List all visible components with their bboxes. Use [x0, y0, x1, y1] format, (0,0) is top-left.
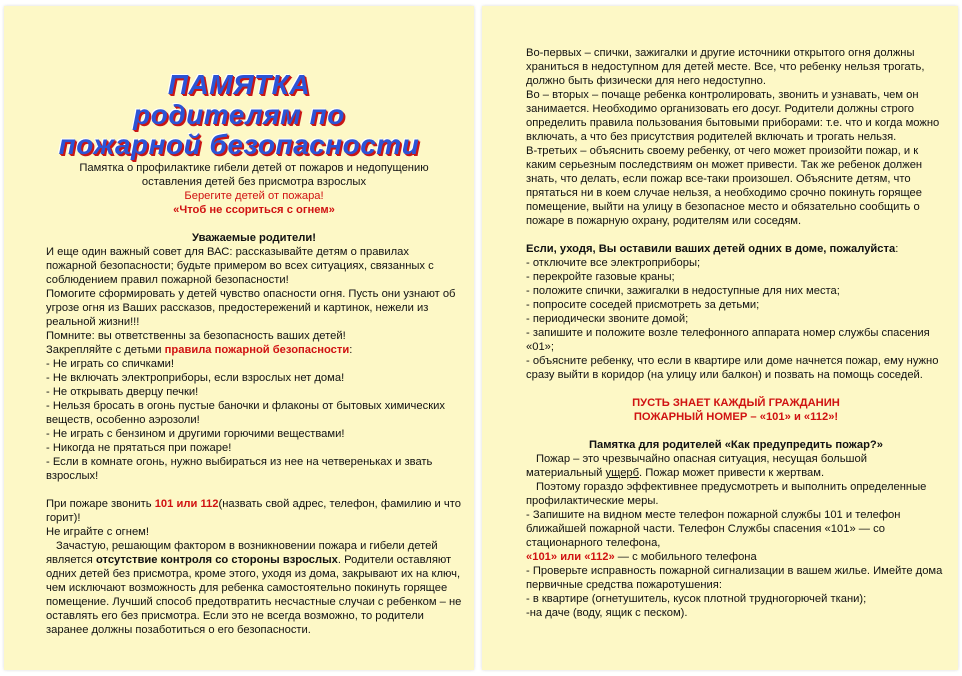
greeting: Уважаемые родители! — [192, 232, 316, 244]
memo-para-6: - в квартире (огнетушитель, кусок плотной трудногорючей ткани); — [526, 593, 867, 605]
memo-para-7: -на даче (воду, ящик с песком). — [526, 607, 688, 619]
left-page — [4, 6, 474, 670]
title-line-3: пожарной безопасности — [58, 129, 420, 160]
leave-item: - положите спички, зажигалки в недоступные для них места; — [526, 285, 840, 297]
rule-item: - Не играть с бензином и другими горючими веществами! — [46, 428, 345, 440]
intro-line-2: оставления детей без присмотра взрослых — [141, 176, 367, 188]
slogan-1: Берегите детей от пожара! — [184, 190, 324, 202]
leave-item: - объясните ребенку, что если в квартире или доме начнется пожар, ему нужно сразу выйти в коридор (на улицу или балкон) и позвать на помощь соседей. — [526, 355, 939, 381]
leave-heading: Если, уходя, Вы оставили ваших детей одних в доме, пожалуйста: — [526, 243, 899, 255]
memo-para-2: Поэтому гораздо эффективнее предусмотреть и выполнить определенные профилактические меры. — [526, 481, 927, 507]
left-content — [46, 161, 462, 637]
rules-highlight: правила пожарной безопасности — [164, 344, 350, 356]
leave-item: - попросите соседей присмотреть за детьми; — [526, 299, 760, 311]
rule-item: - Нельзя бросать в огонь пустые баночки и флаконы от бытовых химических веществ, особенно аэрозоли! — [46, 400, 445, 426]
red-slogan-1: ПУСТЬ ЗНАЕТ КАЖДЫЙ ГРАЖДАНИН — [632, 397, 840, 409]
para-1: И еще один важный совет для ВАС: рассказывайте детям о правилах пожарной безопасности; будьте примером во всех ситуациях, связанных с соблюдением правил пожарной безопасности! — [46, 246, 434, 286]
memo-title: Памятка для родителей «Как предупредить пожар?» — [589, 439, 883, 451]
leave-item: - запишите и положите возле телефонного аппарата номер службы спасения «01»; — [526, 327, 930, 353]
mobile-numbers: «101» или «112» — [526, 551, 615, 563]
final-highlight: отсутствие контроля со стороны взрослых — [95, 554, 338, 566]
leave-item: - отключите все электроприборы; — [526, 257, 701, 269]
rule-item: - Никогда не прятаться при пожаре! — [46, 442, 232, 454]
right-para-1: Во-первых – спички, зажигалки и другие источники открытого огня должны храниться в недоступном для детей месте. Все, что ребенку нельзя трогать, должно быть физически для него недоступно. — [526, 47, 925, 87]
title-line-1: ПАМЯТКА — [167, 69, 311, 100]
intro-line-1: Памятка о профилактике гибели детей от пожаров и недопущению — [79, 162, 429, 174]
right-para-3: В-третьих – объяснить своему ребенку, от чего может произойти пожар, и к каким серьезным последствиям он может привести. Так же ребенок должен знать, что делать, если пожар все-таки произошел. Объясните детям, что прятаться ни в коем случае нельзя, а необходимо срочно покинуть горящее помещение, выйти на улицу в безопасное место и обязательно сообщить о пожаре в пожарную охрану, родителям или соседям. — [526, 145, 923, 227]
red-slogan-2: ПОЖАРНЫЙ НОМЕР – «101» и «112»! — [633, 411, 839, 423]
call-line: При пожаре звонить 101 или 112(назвать свой адрес, телефон, фамилию и что горит)! — [46, 498, 461, 524]
para-3: Помните: вы ответственны за безопасность ваших детей! — [46, 330, 346, 342]
leave-item: - перекройте газовые краны; — [526, 271, 675, 283]
rule-item: - Не включать электроприборы, если взрослых нет дома! — [46, 372, 345, 384]
rules-intro: Закрепляйте с детьми правила пожарной безопасности: — [46, 344, 353, 356]
leave-item: - периодически звоните домой; — [526, 313, 689, 325]
memo-para-5: - Проверьте исправность пожарной сигнализации в вашем жилье. Имейте дома первичные средства пожаротушения: — [526, 565, 943, 591]
memo-para-3: - Запишите на видном месте телефон пожарной службы 101 и телефон ближайшей пожарной части. Телефон Службы спасения «101» — со стационарного телефона, — [526, 509, 901, 549]
memo-para-1: Пожар – это чрезвычайно опасная ситуация, несущая большой материальный ущерб. Пожар может привести к жертвам. — [526, 453, 867, 479]
right-content — [526, 46, 946, 620]
para-2: Помогите сформировать у детей чувство опасности огня. Пусть они узнают об угрозе огня из Ваших рассказов, предостережений и картинок, нежели из реальной жизни!!! — [46, 288, 456, 328]
memo-para-4: «101» или «112» — с мобильного телефона — [526, 551, 757, 563]
rule-item: - Если в комнате огонь, нужно выбираться из нее на четвереньках и звать взрослых! — [46, 456, 433, 482]
slogan-2: «Чтоб не ссориться с огнем» — [173, 204, 335, 216]
emergency-numbers: 101 или 112 — [154, 498, 219, 510]
right-para-2: Во – вторых – почаще ребенка контролировать, звонить и узнавать, чем он занимается. Необходимо организовать его досуг. Родители должны строго определить правила пользования бытовыми приборами: т.е. что и когда можно включать, а что без присутствия родителей включать и трогать нельзя. — [526, 89, 940, 143]
memo-underlined-word: ущерб — [605, 467, 640, 479]
rule-item: - Не открывать дверцу печки! — [46, 386, 199, 398]
rule-item: - Не играть со спичками! — [46, 358, 175, 370]
title-line-2: родителям по — [133, 99, 345, 130]
final-paragraph: Зачастую, решающим фактором в возникновении пожара и гибели детей является отсутствие контроля со стороны взрослых. Родители оставляют одних детей без присмотра, кроме этого, уходя из дома, закрывают их на ключ, чем исключают возможность для ребенка самостоятельно покинуть горящее помещение. Лучший способ предотвратить несчастные случаи с ребенком – не оставлять его без присмотра. Если это не всегда возможно, то родители заранее должны позаботиться о его безопасности. — [46, 540, 462, 636]
right-page — [482, 6, 958, 670]
no-fire-line: Не играйте с огнем! — [46, 526, 149, 538]
